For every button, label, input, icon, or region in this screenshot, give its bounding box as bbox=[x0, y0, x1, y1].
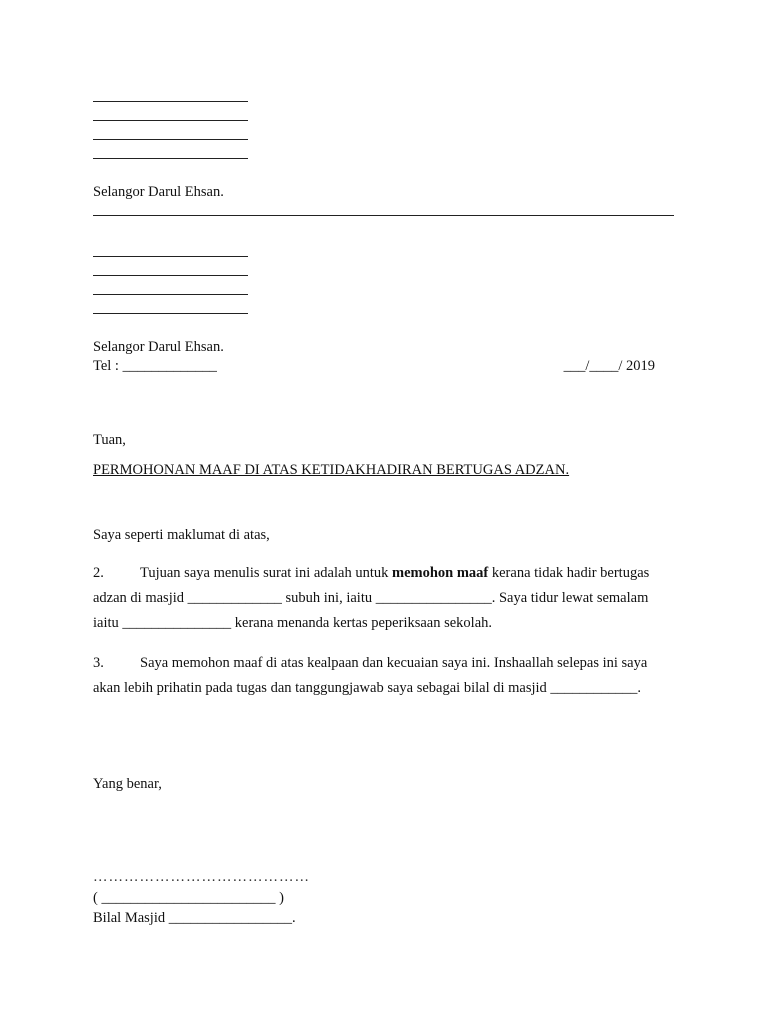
recipient-address-line-3 bbox=[93, 294, 248, 295]
recipient-address-line-1 bbox=[93, 256, 248, 257]
signature-title: Bilal Masjid _________________. bbox=[93, 910, 296, 926]
paragraph-3-number: 3. bbox=[93, 655, 104, 671]
paragraph-3 bbox=[93, 651, 673, 701]
paragraph-2 bbox=[93, 561, 673, 636]
intro-sentence: Saya seperti maklumat di atas, bbox=[93, 527, 270, 543]
closing: Yang benar, bbox=[93, 776, 162, 792]
sender-address-line-4 bbox=[93, 158, 248, 159]
paragraph-2-text-after: kerana tidak hadir bertugas adzan di masjid _____________ subuh ini, iaitu ________________. Saya tidur lewat semalam iaitu _______________ kerana menanda kertas peperiksaan sekolah. bbox=[93, 565, 650, 631]
recipient-address-line-4 bbox=[93, 313, 248, 314]
paragraph-2-number: 2. bbox=[93, 565, 104, 581]
recipient-address-line-2 bbox=[93, 275, 248, 276]
letter-date: ___/____/ 2019 bbox=[563, 358, 655, 374]
signature-dots: …………………………………… bbox=[93, 869, 310, 885]
signature-name-line: ( ________________________ ) bbox=[93, 890, 284, 906]
paragraph-2-text-before: Tujuan saya menulis surat ini adalah untuk bbox=[140, 565, 392, 581]
salutation: Tuan, bbox=[93, 432, 126, 448]
paragraph-2-bold: memohon maaf bbox=[391, 565, 489, 581]
telephone-line: Tel : _____________ bbox=[93, 358, 217, 374]
recipient-state: Selangor Darul Ehsan. bbox=[93, 339, 224, 355]
header-divider bbox=[93, 215, 674, 216]
sender-address-line-2 bbox=[93, 120, 248, 121]
sender-address-line-3 bbox=[93, 139, 248, 140]
letter-subject: PERMOHONAN MAAF DI ATAS KETIDAKHADIRAN BERTUGAS ADZAN. bbox=[93, 462, 570, 478]
sender-address-line-1 bbox=[93, 101, 248, 102]
sender-state: Selangor Darul Ehsan. bbox=[93, 184, 224, 200]
paragraph-3-text: Saya memohon maaf di atas kealpaan dan kecuaian saya ini. Inshaallah selepas ini saya akan lebih prihatin pada tugas dan tanggungjawab saya sebagai bilal di masjid ____________. bbox=[93, 655, 648, 696]
